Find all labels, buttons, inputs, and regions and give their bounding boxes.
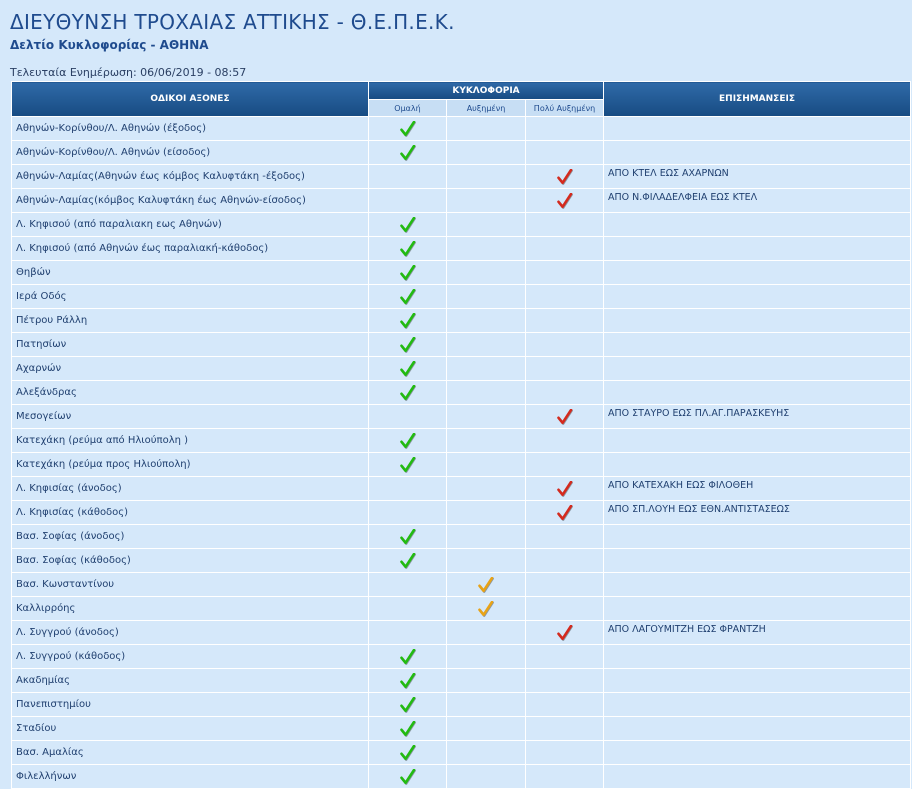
table-row — [12, 669, 911, 693]
status-cell-normal — [369, 261, 447, 285]
status-cell-increased — [447, 333, 526, 357]
page-subtitle: Δελτίο Κυκλοφορίας - ΑΘΗΝΑ — [10, 38, 209, 52]
status-cell-increased — [447, 597, 526, 621]
status-cell-normal — [369, 717, 447, 741]
status-cell-normal — [369, 357, 447, 381]
table-row — [12, 381, 911, 405]
status-cell-normal — [369, 213, 447, 237]
status-cell-normal — [369, 429, 447, 453]
check-mark-icon — [400, 337, 416, 353]
status-cell-increased — [447, 261, 526, 285]
status-cell-normal — [369, 621, 447, 645]
note-text — [604, 741, 911, 765]
check-mark-icon — [478, 577, 494, 593]
note-text — [604, 717, 911, 741]
note-text: ΑΠΟ ΚΤΕΛ ΕΩΣ ΑΧΑΡΝΩΝ — [604, 165, 911, 189]
road-name: Πατησίων — [12, 333, 369, 357]
status-cell-normal — [369, 765, 447, 789]
status-cell-normal — [369, 189, 447, 213]
status-cell-very-increased — [526, 357, 604, 381]
road-name: Βασ. Σοφίας (κάθοδος) — [12, 549, 369, 573]
status-cell-increased — [447, 549, 526, 573]
status-cell-increased — [447, 669, 526, 693]
status-cell-increased — [447, 741, 526, 765]
status-cell-normal — [369, 453, 447, 477]
note-text — [604, 693, 911, 717]
check-mark-icon — [400, 673, 416, 689]
note-text — [604, 453, 911, 477]
road-name: Μεσογείων — [12, 405, 369, 429]
note-text — [604, 429, 911, 453]
table-row — [12, 309, 911, 333]
note-text — [604, 669, 911, 693]
status-cell-very-increased — [526, 213, 604, 237]
check-mark-icon — [400, 433, 416, 449]
status-cell-very-increased — [526, 333, 604, 357]
check-mark-icon — [557, 505, 573, 521]
check-mark-icon — [400, 289, 416, 305]
status-cell-normal — [369, 549, 447, 573]
table-row — [12, 621, 911, 645]
status-cell-normal — [369, 309, 447, 333]
check-mark-icon — [400, 649, 416, 665]
check-mark-icon — [400, 529, 416, 545]
status-cell-normal — [369, 669, 447, 693]
status-cell-very-increased — [526, 549, 604, 573]
status-cell-normal — [369, 477, 447, 501]
status-cell-increased — [447, 285, 526, 309]
status-cell-very-increased — [526, 621, 604, 645]
traffic-rows — [12, 117, 911, 789]
check-mark-icon — [557, 193, 573, 209]
table-row — [12, 237, 911, 261]
road-name: Λ. Συγγρού (κάθοδος) — [12, 645, 369, 669]
road-name: Λ. Κηφισού (από παραλιακη εως Αθηνών) — [12, 213, 369, 237]
table-row — [12, 573, 911, 597]
status-cell-increased — [447, 693, 526, 717]
status-cell-normal — [369, 405, 447, 429]
note-text — [604, 525, 911, 549]
status-cell-very-increased — [526, 429, 604, 453]
status-cell-normal — [369, 741, 447, 765]
status-cell-increased — [447, 453, 526, 477]
note-text: ΑΠΟ Ν.ΦΙΛΑΔΕΛΦΕΙΑ ΕΩΣ ΚΤΕΛ — [604, 189, 911, 213]
table-row — [12, 765, 911, 789]
status-cell-increased — [447, 501, 526, 525]
table-row — [12, 717, 911, 741]
table-row — [12, 597, 911, 621]
status-cell-normal — [369, 285, 447, 309]
status-cell-very-increased — [526, 141, 604, 165]
note-text — [604, 237, 911, 261]
check-mark-icon — [400, 121, 416, 137]
status-cell-increased — [447, 357, 526, 381]
traffic-table — [11, 81, 911, 789]
status-cell-increased — [447, 309, 526, 333]
check-mark-icon — [400, 265, 416, 281]
status-cell-increased — [447, 645, 526, 669]
status-cell-very-increased — [526, 117, 604, 141]
table-row — [12, 405, 911, 429]
note-text: ΑΠΟ ΣΠ.ΛΟΥΗ ΕΩΣ ΕΘΝ.ΑΝΤΙΣΤΑΣΕΩΣ — [604, 501, 911, 525]
status-cell-normal — [369, 693, 447, 717]
status-cell-very-increased — [526, 189, 604, 213]
check-mark-icon — [400, 361, 416, 377]
status-cell-very-increased — [526, 501, 604, 525]
status-cell-increased — [447, 165, 526, 189]
check-mark-icon — [557, 625, 573, 641]
road-name: Αθηνών-Κορίνθου/Λ. Αθηνών (έξοδος) — [12, 117, 369, 141]
note-text — [604, 333, 911, 357]
road-name: Ιερά Οδός — [12, 285, 369, 309]
road-name: Λ. Κηφισίας (κάθοδος) — [12, 501, 369, 525]
road-name: Βασ. Σοφίας (άνοδος) — [12, 525, 369, 549]
road-name: Πανεπιστημίου — [12, 693, 369, 717]
status-cell-very-increased — [526, 717, 604, 741]
note-text — [604, 765, 911, 789]
check-mark-icon — [557, 409, 573, 425]
table-row — [12, 357, 911, 381]
road-name: Αθηνών-Λαμίας(κόμβος Καλυφτάκη έως Αθηνών-είσοδος) — [12, 189, 369, 213]
status-cell-very-increased — [526, 261, 604, 285]
table-row — [12, 333, 911, 357]
check-mark-icon — [557, 169, 573, 185]
check-mark-icon — [400, 745, 416, 761]
road-name: Βασ. Κωνσταντίνου — [12, 573, 369, 597]
status-cell-very-increased — [526, 453, 604, 477]
road-name: Βασ. Αμαλίας — [12, 741, 369, 765]
table-row — [12, 165, 911, 189]
status-cell-normal — [369, 165, 447, 189]
table-row — [12, 117, 911, 141]
table-row — [12, 501, 911, 525]
table-row — [12, 285, 911, 309]
table-row — [12, 453, 911, 477]
page-title: ΔΙΕΥΘΥΝΣΗ ΤΡΟΧΑΙΑΣ ΑΤΤΙΚΗΣ - Θ.Ε.Π.Ε.Κ. — [10, 10, 455, 34]
note-text: ΑΠΟ ΣΤΑΥΡΟ ΕΩΣ ΠΛ.ΑΓ.ΠΑΡΑΣΚΕΥΗΣ — [604, 405, 911, 429]
check-mark-icon — [400, 457, 416, 473]
status-cell-very-increased — [526, 381, 604, 405]
status-cell-very-increased — [526, 669, 604, 693]
note-text — [604, 597, 911, 621]
status-cell-very-increased — [526, 309, 604, 333]
notes-column-header: ΕΠΙΣΗΜΑΝΣΕΙΣ — [604, 82, 911, 117]
check-mark-icon — [400, 145, 416, 161]
level-increased-header: Αυξημένη — [447, 100, 526, 117]
road-name: Σταδίου — [12, 717, 369, 741]
roads-column-header: ΟΔΙΚΟΙ ΑΞΟΝΕΣ — [12, 82, 369, 117]
status-cell-very-increased — [526, 405, 604, 429]
road-name: Λ. Κηφισού (από Αθηνών έως παραλιακή-κάθοδος) — [12, 237, 369, 261]
status-cell-very-increased — [526, 525, 604, 549]
table-row — [12, 645, 911, 669]
status-cell-increased — [447, 381, 526, 405]
road-name: Αθηνών-Κορίνθου/Λ. Αθηνών (είσοδος) — [12, 141, 369, 165]
status-cell-very-increased — [526, 645, 604, 669]
status-cell-increased — [447, 717, 526, 741]
table-row — [12, 693, 911, 717]
road-name: Θηβών — [12, 261, 369, 285]
note-text — [604, 213, 911, 237]
table-row — [12, 525, 911, 549]
note-text — [604, 141, 911, 165]
check-mark-icon — [557, 481, 573, 497]
note-text: ΑΠΟ ΛΑΓΟΥΜΙΤΖΗ ΕΩΣ ΦΡΑΝΤΖΗ — [604, 621, 911, 645]
level-normal-header: Ομαλή — [369, 100, 447, 117]
check-mark-icon — [478, 601, 494, 617]
note-text — [604, 285, 911, 309]
status-cell-very-increased — [526, 573, 604, 597]
table-row — [12, 549, 911, 573]
status-cell-increased — [447, 189, 526, 213]
table-row — [12, 261, 911, 285]
table-row — [12, 741, 911, 765]
status-cell-increased — [447, 429, 526, 453]
status-cell-very-increased — [526, 477, 604, 501]
table-row — [12, 477, 911, 501]
road-name: Φιλελλήνων — [12, 765, 369, 789]
check-mark-icon — [400, 241, 416, 257]
status-cell-increased — [447, 405, 526, 429]
road-name: Κατεχάκη (ρεύμα προς Ηλιούπολη) — [12, 453, 369, 477]
note-text — [604, 261, 911, 285]
status-cell-increased — [447, 141, 526, 165]
status-cell-normal — [369, 501, 447, 525]
status-cell-very-increased — [526, 237, 604, 261]
level-very-increased-header: Πολύ Αυξημένη — [526, 100, 604, 117]
road-name: Αλεξάνδρας — [12, 381, 369, 405]
status-cell-very-increased — [526, 693, 604, 717]
status-cell-normal — [369, 117, 447, 141]
status-cell-normal — [369, 237, 447, 261]
status-cell-normal — [369, 381, 447, 405]
status-cell-normal — [369, 141, 447, 165]
road-name: Αθηνών-Λαμίας(Αθηνών έως κόμβος Καλυφτάκη -έξοδος) — [12, 165, 369, 189]
check-mark-icon — [400, 769, 416, 785]
note-text — [604, 117, 911, 141]
status-cell-increased — [447, 525, 526, 549]
road-name: Αχαρνών — [12, 357, 369, 381]
table-row — [12, 213, 911, 237]
status-cell-increased — [447, 237, 526, 261]
check-mark-icon — [400, 385, 416, 401]
status-cell-increased — [447, 765, 526, 789]
check-mark-icon — [400, 721, 416, 737]
note-text — [604, 357, 911, 381]
last-update-label: Τελευταία Ενημέρωση: 06/06/2019 - 08:57 — [10, 66, 247, 79]
status-cell-very-increased — [526, 765, 604, 789]
road-name: Ακαδημίας — [12, 669, 369, 693]
status-cell-very-increased — [526, 285, 604, 309]
status-cell-normal — [369, 573, 447, 597]
check-mark-icon — [400, 697, 416, 713]
status-cell-increased — [447, 573, 526, 597]
road-name: Πέτρου Ράλλη — [12, 309, 369, 333]
road-name: Κατεχάκη (ρεύμα από Ηλιούπολη ) — [12, 429, 369, 453]
status-cell-normal — [369, 597, 447, 621]
road-name: Λ. Συγγρού (άνοδος) — [12, 621, 369, 645]
note-text — [604, 573, 911, 597]
road-name: Λ. Κηφισίας (άνοδος) — [12, 477, 369, 501]
status-cell-normal — [369, 525, 447, 549]
note-text — [604, 549, 911, 573]
status-cell-increased — [447, 117, 526, 141]
note-text: ΑΠΟ ΚΑΤΕΧΑΚΗ ΕΩΣ ΦΙΛΟΘΕΗ — [604, 477, 911, 501]
status-cell-increased — [447, 213, 526, 237]
table-row — [12, 189, 911, 213]
note-text — [604, 381, 911, 405]
status-cell-increased — [447, 477, 526, 501]
table-row — [12, 429, 911, 453]
check-mark-icon — [400, 217, 416, 233]
table-row — [12, 141, 911, 165]
note-text — [604, 309, 911, 333]
traffic-column-header: ΚΥΚΛΟΦΟΡΙΑ — [369, 82, 604, 100]
status-cell-normal — [369, 645, 447, 669]
road-name: Καλλιρρόης — [12, 597, 369, 621]
check-mark-icon — [400, 313, 416, 329]
status-cell-increased — [447, 621, 526, 645]
status-cell-very-increased — [526, 597, 604, 621]
check-mark-icon — [400, 553, 416, 569]
status-cell-normal — [369, 333, 447, 357]
note-text — [604, 645, 911, 669]
status-cell-very-increased — [526, 741, 604, 765]
status-cell-very-increased — [526, 165, 604, 189]
